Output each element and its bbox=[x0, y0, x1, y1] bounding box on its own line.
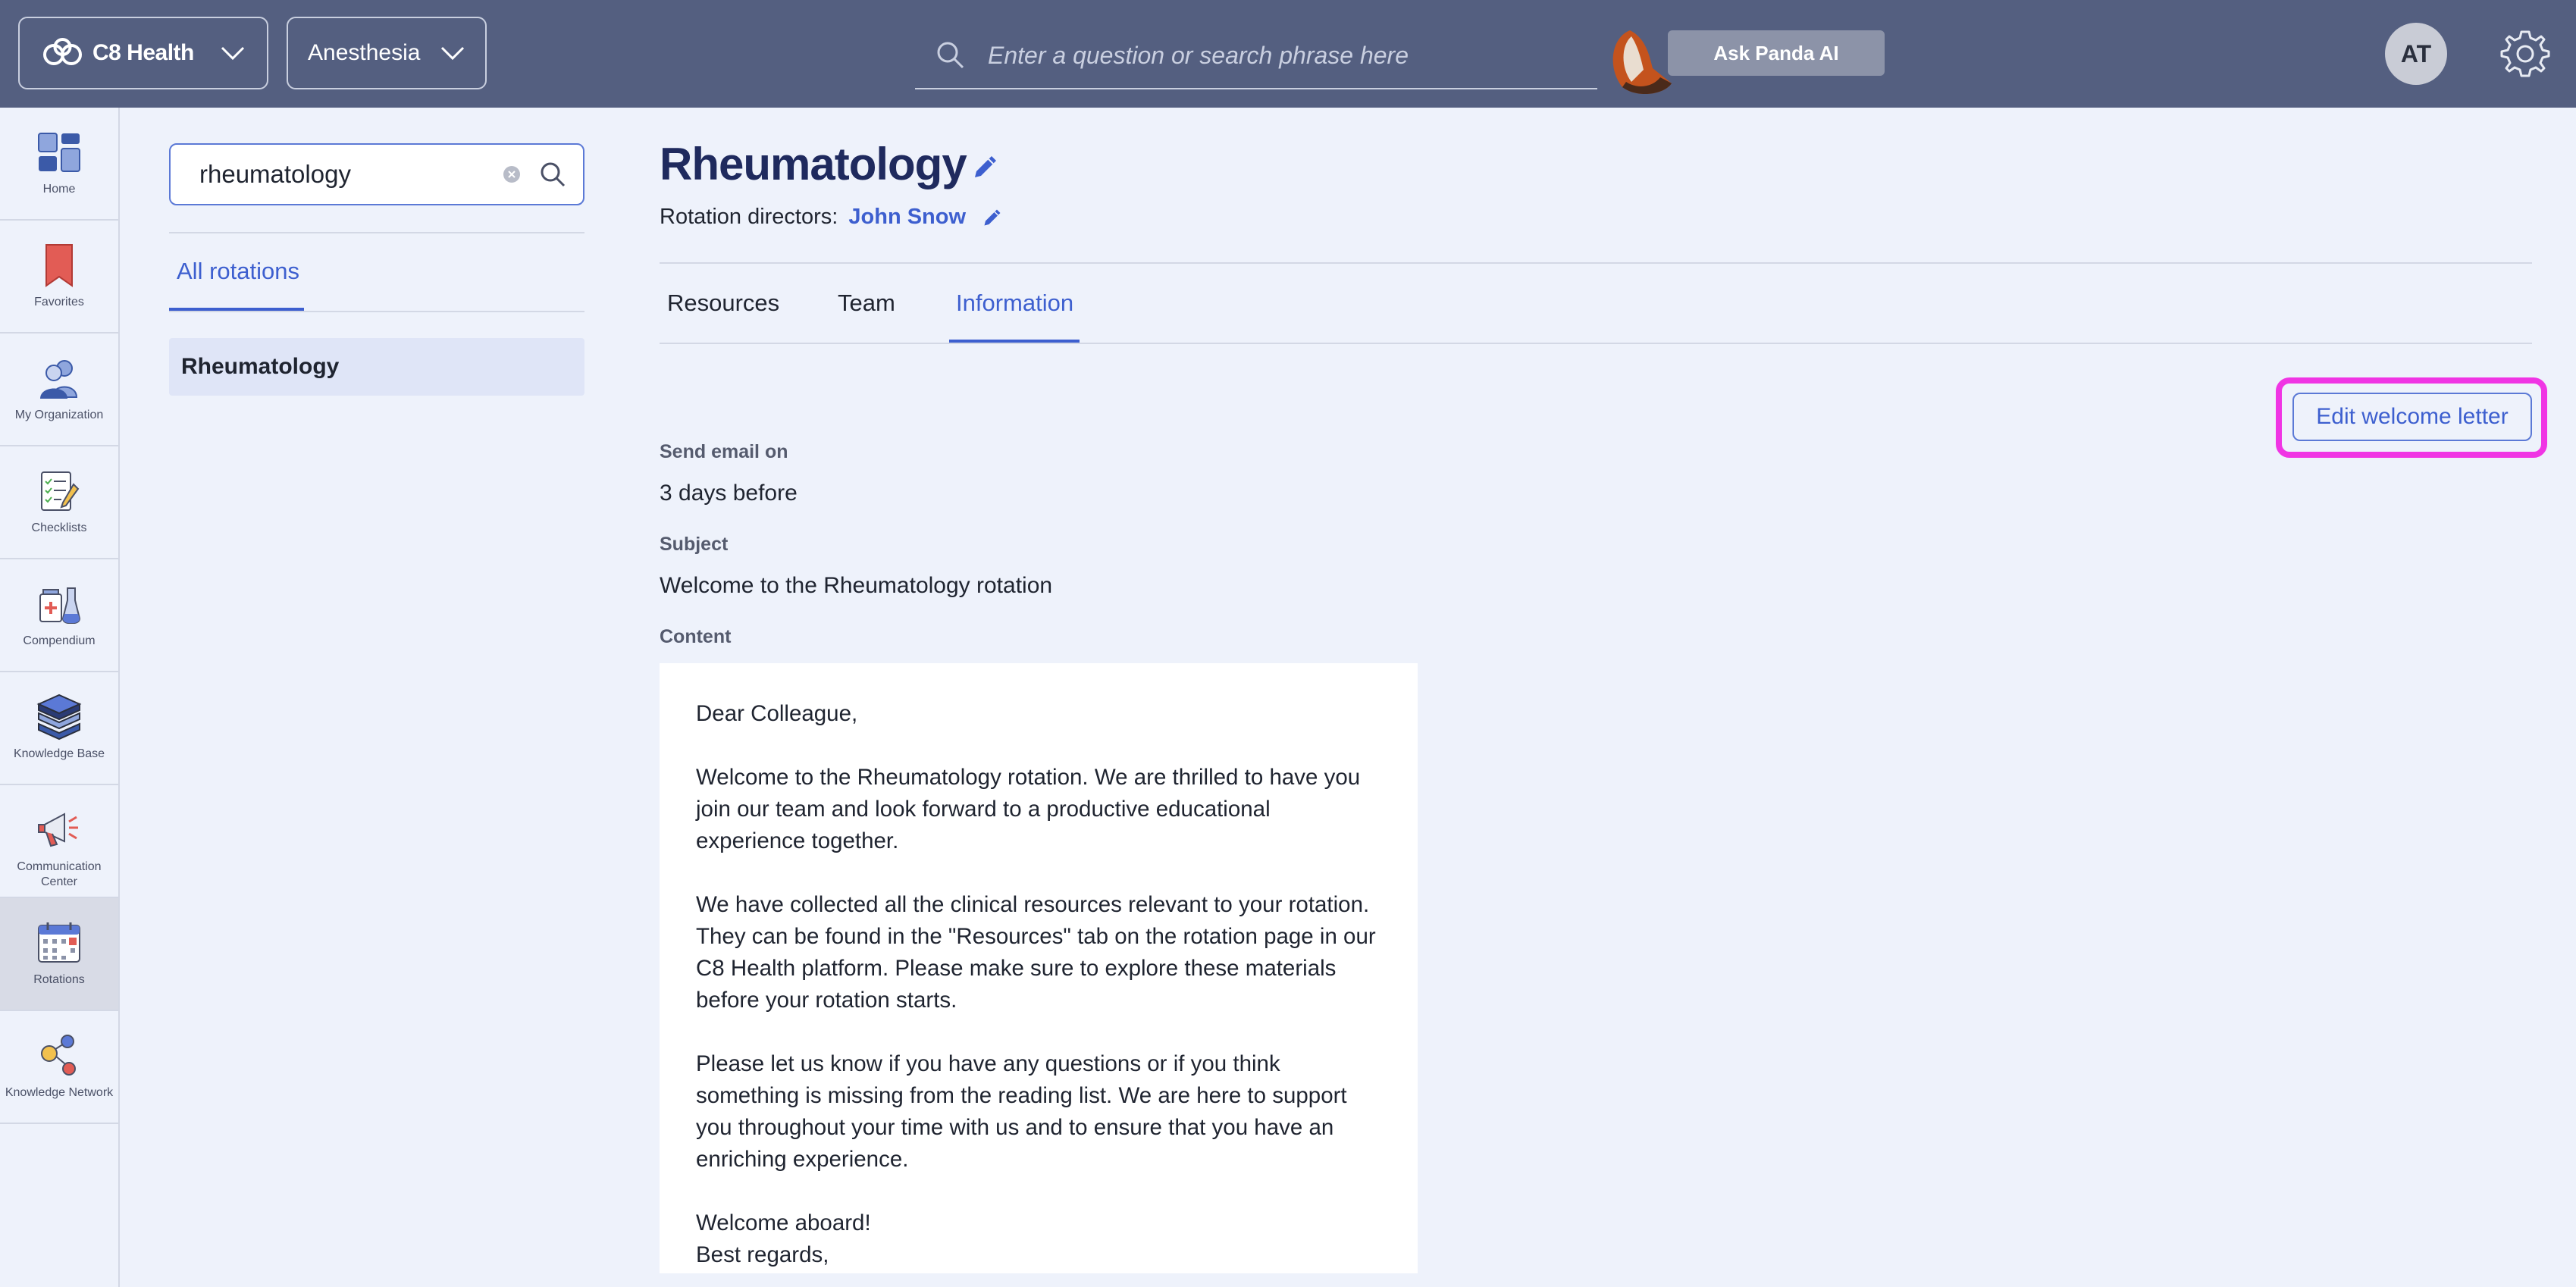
tab-resources[interactable]: Resources bbox=[667, 290, 780, 316]
divider bbox=[660, 262, 2532, 264]
nav-rotations[interactable] bbox=[0, 898, 118, 1011]
nav-label: Checklists bbox=[31, 521, 87, 534]
home-grid-icon bbox=[36, 129, 83, 176]
department-selector[interactable] bbox=[287, 17, 487, 89]
bookmark-icon bbox=[36, 242, 83, 289]
search-icon[interactable] bbox=[539, 161, 566, 188]
send-email-value: 3 days before bbox=[660, 481, 798, 506]
global-search bbox=[915, 23, 1597, 89]
nav-label: Home bbox=[42, 183, 76, 196]
calendar-icon bbox=[36, 919, 83, 966]
letter-paragraph: Welcome to the Rheumatology rotation. We are thrilled to have you join our team and look forward to a productive educational experience together. bbox=[696, 765, 1361, 853]
letter-signoff: Best regards, bbox=[696, 1242, 829, 1267]
nav-compendium[interactable] bbox=[0, 559, 118, 672]
c8-logo-icon bbox=[41, 38, 85, 68]
nav-label: Communication Center bbox=[17, 860, 102, 888]
network-icon bbox=[36, 1032, 83, 1079]
divider bbox=[169, 232, 584, 233]
top-bar bbox=[0, 0, 2576, 108]
books-icon bbox=[36, 694, 83, 741]
tab-information[interactable]: Information bbox=[956, 290, 1074, 316]
left-navigation bbox=[0, 108, 120, 1287]
chevron-down-icon bbox=[440, 45, 465, 61]
edit-pencil-icon[interactable] bbox=[981, 206, 1004, 229]
chevron-down-icon bbox=[220, 45, 246, 61]
nav-label: Favorites bbox=[34, 296, 84, 308]
checklist-icon bbox=[36, 468, 83, 515]
nav-my-organization[interactable] bbox=[0, 333, 118, 446]
nav-communication-center[interactable] bbox=[0, 785, 118, 898]
nav-checklists[interactable] bbox=[0, 446, 118, 559]
subject-value: Welcome to the Rheumatology rotation bbox=[660, 573, 1053, 598]
search-icon bbox=[936, 41, 965, 70]
organization-label: C8 Health bbox=[92, 40, 194, 65]
directors-label: Rotation directors: bbox=[660, 205, 838, 229]
content-label: Content bbox=[660, 626, 732, 647]
nav-knowledge-base[interactable] bbox=[0, 672, 118, 785]
nav-label: Rotations bbox=[33, 973, 85, 986]
user-avatar[interactable]: AT bbox=[2385, 23, 2447, 85]
tab-team[interactable]: Team bbox=[838, 290, 895, 316]
nav-label: My Organization bbox=[14, 409, 104, 421]
send-email-label: Send email on bbox=[660, 441, 788, 462]
rotation-search-input[interactable] bbox=[169, 143, 584, 205]
edit-welcome-letter-button[interactable]: Edit welcome letter bbox=[2292, 393, 2532, 441]
edit-pencil-icon[interactable] bbox=[970, 152, 1001, 182]
nav-label: Knowledge Network bbox=[5, 1086, 114, 1099]
letter-paragraph: Please let us know if you have any questions or if you think something is missing from the reading list. We are here to support you throughout your time with us and to ensure that you have an enriching experience. bbox=[696, 1051, 1347, 1172]
letter-closing: Welcome aboard! bbox=[696, 1210, 871, 1235]
global-search-input[interactable] bbox=[988, 42, 1564, 70]
nav-label: Compendium bbox=[23, 634, 96, 647]
clear-icon[interactable] bbox=[503, 165, 521, 183]
divider bbox=[169, 311, 584, 312]
welcome-letter-content bbox=[660, 663, 1418, 1273]
rotation-list-item[interactable]: Rheumatology bbox=[169, 338, 584, 396]
megaphone-icon bbox=[36, 806, 83, 853]
rotation-directors bbox=[660, 205, 966, 230]
letter-greeting: Dear Colleague, bbox=[696, 701, 858, 726]
people-icon bbox=[36, 355, 83, 402]
organization-selector[interactable] bbox=[18, 17, 268, 89]
nav-label: Knowledge Base bbox=[13, 747, 105, 760]
rotation-search-value: rheumatology bbox=[199, 160, 351, 188]
divider bbox=[660, 343, 2532, 344]
department-label: Anesthesia bbox=[308, 40, 421, 65]
tab-all-rotations[interactable]: All rotations bbox=[177, 258, 299, 284]
nav-favorites[interactable] bbox=[0, 221, 118, 333]
letter-paragraph: We have collected all the clinical resources relevant to your rotation. They can be found in the "Resources" tab on the rotation page in our C8 Health platform. Please make sure to explore these materials before your rotation starts. bbox=[696, 892, 1376, 1013]
page-title: Rheumatology bbox=[660, 139, 967, 189]
ask-panda-ai-button[interactable]: Ask Panda AI bbox=[1668, 30, 1885, 76]
director-name-link[interactable]: John Snow bbox=[848, 205, 967, 229]
nav-knowledge-network[interactable] bbox=[0, 1011, 118, 1124]
nav-home[interactable] bbox=[0, 108, 118, 221]
subject-label: Subject bbox=[660, 534, 729, 555]
gear-icon[interactable] bbox=[2500, 27, 2550, 77]
medical-bottles-icon bbox=[36, 581, 83, 628]
